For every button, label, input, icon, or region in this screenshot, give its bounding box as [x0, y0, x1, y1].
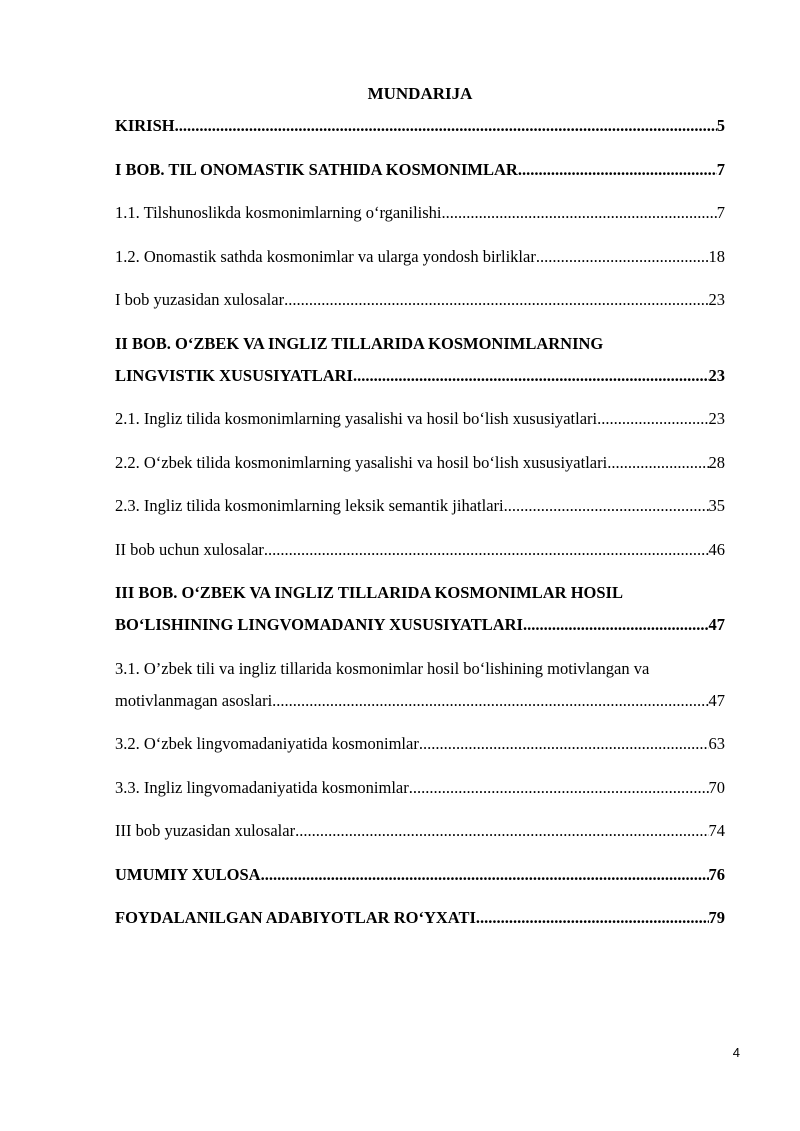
toc-entry-page: 28	[708, 452, 725, 472]
toc-entry-title: II bob uchun xulosalar	[115, 539, 264, 559]
toc-entry[interactable]	[115, 821, 725, 841]
toc-entry[interactable]	[115, 540, 725, 560]
dot-leader	[607, 453, 708, 473]
toc-entry-page: 79	[708, 908, 725, 927]
toc-entry-page: 23	[708, 365, 725, 385]
toc-entry-title: 3.3. Ingliz lingvomadaniyatida kosmonimlar	[115, 777, 409, 797]
toc-entry-page: 5	[716, 116, 725, 135]
dot-leader	[518, 160, 717, 180]
toc-entry-title: 2.3. Ingliz tilida kosmonimlarning leksik semantik jihatlari	[115, 496, 504, 515]
toc-entry-line1: III BOB. O‘ZBEK VA INGLIZ TILLARIDA KOSMONIMLAR HOSIL	[115, 583, 623, 602]
toc-entry[interactable]	[115, 453, 725, 473]
toc-page	[115, 82, 725, 928]
dot-leader	[442, 203, 717, 223]
toc-entry[interactable]	[115, 160, 725, 180]
toc-entry[interactable]	[115, 203, 725, 223]
toc-entry-page: 46	[708, 539, 725, 559]
toc-entry-title: 1.1. Tilshunoslikda kosmonimlarning o‘rganilishi	[115, 203, 442, 222]
toc-entry[interactable]	[115, 734, 725, 754]
toc-entry-line1: 3.1. O’zbek tili va ingliz tillarida kosmonimlar hosil bo‘lishining motivlangan va	[115, 658, 650, 678]
dot-leader	[261, 865, 709, 885]
dot-leader	[272, 691, 708, 711]
toc-entry-page: 70	[708, 777, 725, 797]
toc-entry-title: motivlanmagan asoslari	[115, 690, 273, 710]
toc-entry-page: 35	[708, 496, 725, 515]
toc-entry-page: 74	[708, 821, 725, 840]
toc-entry-page: 47	[708, 615, 725, 634]
dot-leader	[284, 290, 708, 310]
toc-entry-page: 23	[708, 290, 725, 309]
toc-entry[interactable]	[115, 778, 725, 798]
toc-entry-title: I bob yuzasidan xulosalar	[115, 290, 285, 309]
dot-leader	[523, 615, 709, 635]
toc-entry-title: UMUMIY XULOSA	[115, 864, 261, 884]
dot-leader	[409, 778, 709, 798]
dot-leader	[175, 116, 717, 136]
toc-entry-title: KIRISH	[115, 116, 175, 135]
toc-heading: MUNDARIJA	[367, 84, 473, 103]
toc-list	[115, 116, 725, 928]
toc-entry[interactable]	[115, 496, 725, 516]
dot-leader	[476, 908, 709, 928]
toc-entry-title: 1.2. Onomastik sathda kosmonimlar va ularga yondosh birliklar	[115, 246, 536, 266]
toc-entry-page: 76	[708, 864, 725, 884]
toc-entry[interactable]	[115, 247, 725, 267]
toc-entry-title: LINGVISTIK XUSUSIYATLARI	[115, 365, 353, 385]
toc-entry-line1: II BOB. O‘ZBEK VA INGLIZ TILLARIDA KOSMONIMLARNING	[115, 333, 604, 353]
toc-entry[interactable]	[115, 659, 725, 711]
toc-entry[interactable]	[115, 409, 725, 429]
toc-entry-title: 2.1. Ingliz tilida kosmonimlarning yasalishi va hosil bo‘lish xususiyatlari	[115, 409, 598, 428]
toc-entry[interactable]	[115, 583, 725, 635]
toc-entry-page: 18	[708, 246, 725, 266]
toc-entry[interactable]	[115, 290, 725, 310]
dot-leader	[419, 734, 709, 754]
toc-entry-title: I BOB. TIL ONOMASTIK SATHIDA KOSMONIMLAR	[115, 159, 518, 179]
toc-entry-title: FOYDALANILGAN ADABIYOTLAR RO‘YXATI	[115, 908, 476, 927]
page-number: 4	[732, 1045, 740, 1060]
toc-entry[interactable]	[115, 334, 725, 386]
toc-entry-title: BO‘LISHINING LINGVOMADANIY XUSUSIYATLARI	[115, 615, 523, 634]
toc-entry-page: 23	[708, 409, 725, 428]
toc-entry-page: 63	[708, 734, 725, 753]
dot-leader	[597, 409, 708, 429]
dot-leader	[504, 496, 709, 516]
toc-entry[interactable]	[115, 865, 725, 885]
dot-leader	[295, 821, 708, 841]
toc-entry-title: III bob yuzasidan xulosalar	[115, 821, 296, 840]
toc-entry-page: 47	[708, 690, 725, 710]
toc-entry-page: 7	[716, 203, 725, 222]
dot-leader	[264, 540, 709, 560]
toc-entry[interactable]	[115, 908, 725, 928]
toc-entry-page: 7	[716, 159, 725, 179]
dot-leader	[536, 247, 709, 267]
toc-entry-title: 3.2. O‘zbek lingvomadaniyatida kosmonimlar	[115, 734, 419, 753]
dot-leader	[353, 366, 709, 386]
toc-entry[interactable]	[115, 116, 725, 136]
toc-entry-title: 2.2. O‘zbek tilida kosmonimlarning yasalishi va hosil bo‘lish xususiyatlari	[115, 452, 608, 472]
